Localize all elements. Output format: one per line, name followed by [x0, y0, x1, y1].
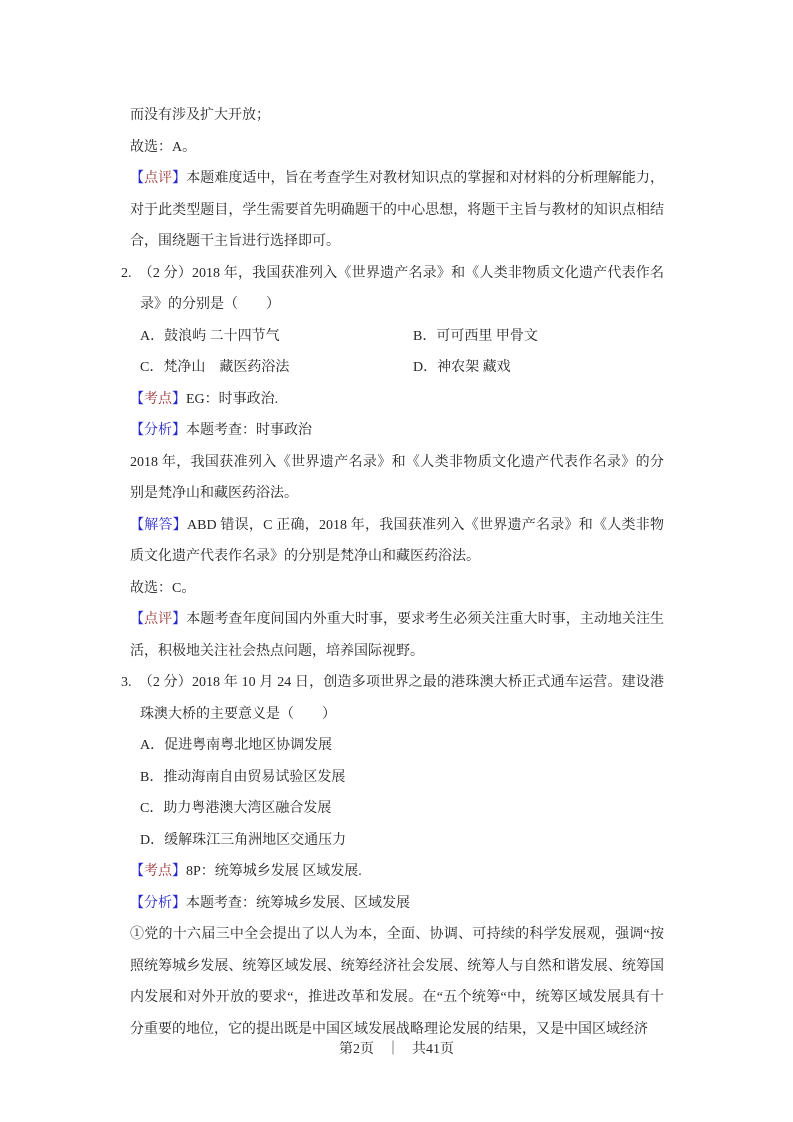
question-2	[121, 258, 665, 668]
page-number: 第2页	[339, 1042, 374, 1057]
body-line: 而没有涉及扩大开放；	[130, 108, 270, 123]
option-d: D．缓解珠江三角洲地区交通压力	[140, 832, 347, 848]
question-stem-text: （2 分）2018 年，我国获准列入《世界遗产名录》和《人类非物质文化遗产代表作名录》的分别是（ ）	[138, 265, 664, 312]
question-3	[121, 667, 664, 1045]
comment-label: 【点评】	[130, 171, 187, 186]
footer	[0, 1038, 793, 1062]
kaodian-text: EG：时事政治.	[186, 391, 279, 407]
analysis-label: 【分析】	[130, 895, 186, 911]
answer-paragraph	[130, 510, 664, 573]
options-grid	[140, 321, 664, 384]
answer-choice: 故选：C。	[130, 580, 196, 596]
answer-label: 【解答】	[130, 517, 188, 533]
question-stem	[121, 258, 664, 321]
question-stem	[121, 667, 664, 730]
kaodian-paragraph	[130, 856, 664, 888]
answer-choice: 故选：A。	[130, 139, 197, 155]
option-b: B．可可西里 甲骨文	[413, 328, 538, 344]
content-area	[121, 100, 665, 1041]
comment-text: 本题考查年度间国内外重大时事，要求考生必须关注重大时事，主动地关注生活，积极地关注社会热点问题，培养国际视野。	[130, 612, 665, 659]
question-number: 3.	[121, 675, 132, 690]
analysis-body: 2018 年，我国获准列入《世界遗产名录》和《人类非物质文化遗产代表作名录》的分别是梵净山和藏医药浴法。	[130, 454, 664, 501]
analysis-body: ①党的十六届三中全会提出了以人为本，全面、协调、可持续的科学发展观，强调“按照统筹城乡发展、统筹区域发展、统筹经济社会发展、统筹人与自然和谐发展、统筹国内发展和对外开放的要求“，推进改革和发展。在“五个统筹“中，统筹区域发展具有十分重要的地位，它的提出既是中国区域发展战略理论发展的结果，又是中国区域经济	[130, 927, 664, 1037]
analysis-text: 本题考查：时事政治	[186, 423, 312, 438]
comment-paragraph	[130, 163, 664, 258]
comment-text: 本题难度适中，旨在考查学生对教材知识点的掌握和对材料的分析理解能力，对于此类型题目，学生需要首先明确题干的中心思想，将题干主旨与教材的知识点相结合，围绕题干主旨进行选择即可。	[130, 171, 665, 249]
option-c: C．助力粤港澳大湾区融合发展	[140, 801, 332, 816]
question-number: 2.	[121, 265, 132, 281]
question-1-remainder	[130, 100, 664, 258]
kaodian-paragraph	[130, 384, 664, 416]
option-c: C．梵净山 藏医药浴法	[140, 360, 290, 375]
analysis-text: 本题考查：统筹城乡发展、区域发展	[186, 895, 410, 911]
option-d: D．神农架 藏戏	[413, 360, 511, 375]
kaodian-text: 8P：统筹城乡发展 区域发展.	[186, 864, 362, 879]
answer-text: ABD 错误，C 正确，2018 年，我国获准列入《世界遗产名录》和《人类非物质文化遗产代表作名录》的分别是梵净山和藏医药浴法。	[130, 517, 665, 564]
option-a: A．鼓浪屿 二十四节气	[140, 328, 280, 344]
kaodian-label: 【考点】	[130, 864, 186, 879]
analysis-paragraph	[130, 415, 664, 447]
question-stem-text: （2 分）2018 年 10 月 24 日，创造多项世界之最的港珠澳大桥正式通车运营。建设港珠澳大桥的主要意义是（ ）	[138, 675, 664, 722]
option-a: A．促进粤南粤北地区协调发展	[140, 738, 333, 753]
kaodian-label: 【考点】	[130, 391, 186, 407]
analysis-label: 【分析】	[130, 423, 186, 438]
option-b: B．推动海南自由贸易试验区发展	[140, 769, 346, 785]
options-list	[140, 730, 664, 856]
analysis-paragraph	[130, 888, 664, 920]
page-total: 共41页	[412, 1042, 454, 1057]
comment-label: 【点评】	[130, 612, 187, 627]
comment-paragraph	[130, 604, 664, 667]
footer-separator: ｜	[386, 1042, 400, 1057]
